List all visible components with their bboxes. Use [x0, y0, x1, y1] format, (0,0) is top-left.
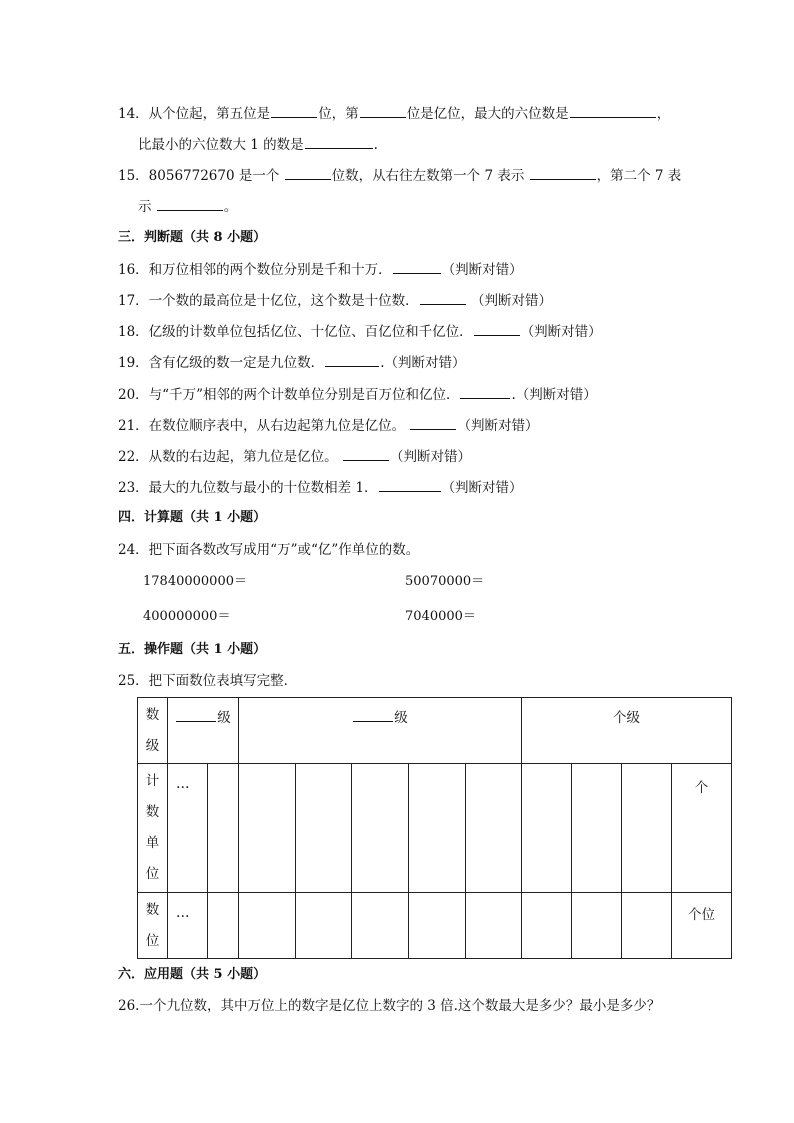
judge-question-text: 23．最大的九位数与最小的十位数相差 1． — [118, 480, 378, 496]
calc-item: 400000000＝ — [143, 609, 231, 624]
label-char: 计 — [145, 773, 160, 789]
judge-question-text: 22．从数的右边起，第九位是亿位。 — [118, 449, 338, 465]
answer-blank[interactable] — [460, 385, 510, 399]
judge-hint: .（判断对错） — [380, 355, 466, 371]
section-heading-operation: 五．操作题（共 1 小题） — [118, 642, 267, 657]
label-char: 级 — [145, 738, 160, 754]
calc-item: 50070000＝ — [405, 574, 485, 589]
unit-cell[interactable] — [208, 764, 239, 893]
answer-blank[interactable] — [474, 322, 520, 336]
answer-blank[interactable] — [420, 291, 466, 305]
q14-text-6: . — [373, 137, 378, 153]
judge-question — [118, 322, 602, 341]
unit-cell[interactable] — [296, 764, 352, 893]
label-char: 位 — [145, 866, 160, 882]
ellipsis-cell: … — [168, 893, 208, 959]
place-cell[interactable] — [622, 893, 672, 959]
table-row-level — [138, 698, 732, 764]
q14-text-5: 比最小的六位数大 1 的数是 — [138, 137, 304, 153]
section-heading-calc: 四．计算题（共 1 小题） — [118, 510, 267, 525]
answer-blank[interactable] — [176, 708, 216, 722]
row-label-unit — [138, 764, 168, 893]
answer-blank[interactable] — [570, 104, 656, 118]
level-suffix: 级 — [217, 710, 231, 726]
judge-question-text: 16．和万位相邻的两个数位分别是千和十万． — [118, 262, 392, 278]
place-cell-ones: 个位 — [672, 893, 732, 959]
level-cell-unknown-1 — [168, 698, 239, 764]
answer-blank[interactable] — [271, 104, 317, 118]
answer-blank[interactable] — [379, 478, 441, 492]
judge-question-text: 21．在数位顺序表中，从右边起第九位是亿位。 — [118, 418, 406, 434]
answer-blank[interactable] — [325, 353, 379, 367]
judge-hint: （判断对错） — [466, 293, 552, 309]
q15-text-1: 15．8056772670 是一个 — [118, 168, 280, 184]
judge-question-text: 20．与“千万”相邻的两个计数单位分别是百万位和亿位． — [118, 387, 460, 403]
q15-text-4: 示 — [138, 199, 152, 215]
q14-text-1: 14．从个位起，第五位是 — [118, 106, 271, 122]
question-14-line1 — [118, 104, 670, 123]
answer-blank[interactable] — [353, 708, 393, 722]
place-cell[interactable] — [466, 893, 522, 959]
judge-question-text: 18．亿级的计数单位包括亿位、十亿位、百亿位和千亿位． — [118, 324, 473, 340]
label-char: 位 — [145, 933, 160, 949]
answer-blank[interactable] — [410, 416, 456, 430]
judge-question — [118, 353, 465, 372]
q15-text-3: ，第二个 7 表 — [596, 168, 682, 184]
judge-question-text: 19．含有亿级的数一定是九位数． — [118, 355, 325, 371]
label-char: 单 — [145, 835, 160, 851]
judge-hint: （判断对错） — [441, 262, 523, 278]
table-row-unit — [138, 764, 732, 893]
level-cell-unknown-2 — [239, 698, 522, 764]
question-15-line1 — [118, 166, 681, 185]
judge-hint: .（判断对错） — [511, 387, 597, 403]
label-char: 数 — [145, 804, 160, 820]
place-cell[interactable] — [208, 893, 239, 959]
section-heading-judge: 三．判断题（共 8 小题） — [118, 230, 267, 245]
row-label-place — [138, 893, 168, 959]
place-cell[interactable] — [572, 893, 622, 959]
level-suffix: 级 — [394, 710, 408, 726]
unit-cell[interactable] — [409, 764, 466, 893]
q15-text-2: 位数，从右往左数第一个 7 表示 — [331, 168, 525, 184]
q14-text-2: 位，第 — [318, 106, 359, 122]
unit-cell[interactable] — [522, 764, 572, 893]
place-cell[interactable] — [296, 893, 352, 959]
q14-text-4: ， — [656, 106, 671, 122]
judge-hint: （判断对错） — [441, 480, 523, 496]
place-cell[interactable] — [352, 893, 409, 959]
unit-cell-ones: 个 — [672, 764, 732, 893]
judge-question — [118, 385, 597, 404]
judge-question — [118, 291, 552, 310]
q14-text-3: 位是亿位，最大的六位数是 — [406, 106, 569, 122]
place-cell[interactable] — [409, 893, 466, 959]
label-char: 数 — [145, 707, 160, 723]
judge-hint: （判断对错） — [520, 324, 602, 340]
answer-blank[interactable] — [360, 104, 406, 118]
question-26: 26.一个九位数，其中万位上的数字是亿位上数字的 3 倍.这个数最大是多少？最小是多少？ — [118, 998, 661, 1014]
unit-cell[interactable] — [572, 764, 622, 893]
place-cell[interactable] — [239, 893, 296, 959]
judge-hint: （判断对错） — [457, 418, 539, 434]
unit-cell[interactable] — [352, 764, 409, 893]
question-25: 25．把下面数位表填写完整． — [118, 673, 298, 689]
answer-blank[interactable] — [157, 197, 223, 211]
answer-blank[interactable] — [343, 447, 389, 461]
calc-item: 7040000＝ — [405, 609, 476, 624]
place-value-table — [137, 697, 732, 959]
question-14-line2 — [138, 135, 378, 154]
judge-hint: （判断对错） — [389, 449, 471, 465]
question-15-line2 — [138, 197, 237, 216]
question-24: 24．把下面各数改写成用“万”或“亿”作单位的数。 — [118, 542, 420, 558]
ellipsis-cell: … — [168, 764, 208, 893]
judge-question-text: 17．一个数的最高位是十亿位，这个数是十位数． — [118, 293, 419, 309]
answer-blank[interactable] — [393, 260, 441, 274]
level-cell-ones: 个级 — [522, 698, 732, 764]
section-heading-application: 六．应用题（共 5 小题） — [118, 967, 267, 982]
row-label-level — [138, 698, 168, 764]
q15-text-5: 。 — [223, 199, 238, 215]
answer-blank[interactable] — [530, 166, 596, 180]
judge-question — [118, 478, 523, 497]
judge-question — [118, 447, 471, 466]
answer-blank[interactable] — [285, 166, 331, 180]
judge-question — [118, 260, 523, 279]
unit-cell[interactable] — [622, 764, 672, 893]
unit-cell[interactable] — [466, 764, 522, 893]
judge-question — [118, 416, 538, 435]
table-row-place — [138, 893, 732, 959]
label-char: 数 — [145, 902, 160, 918]
answer-blank[interactable] — [305, 135, 373, 149]
unit-cell[interactable] — [239, 764, 296, 893]
calc-item: 17840000000＝ — [143, 574, 247, 589]
place-cell[interactable] — [522, 893, 572, 959]
